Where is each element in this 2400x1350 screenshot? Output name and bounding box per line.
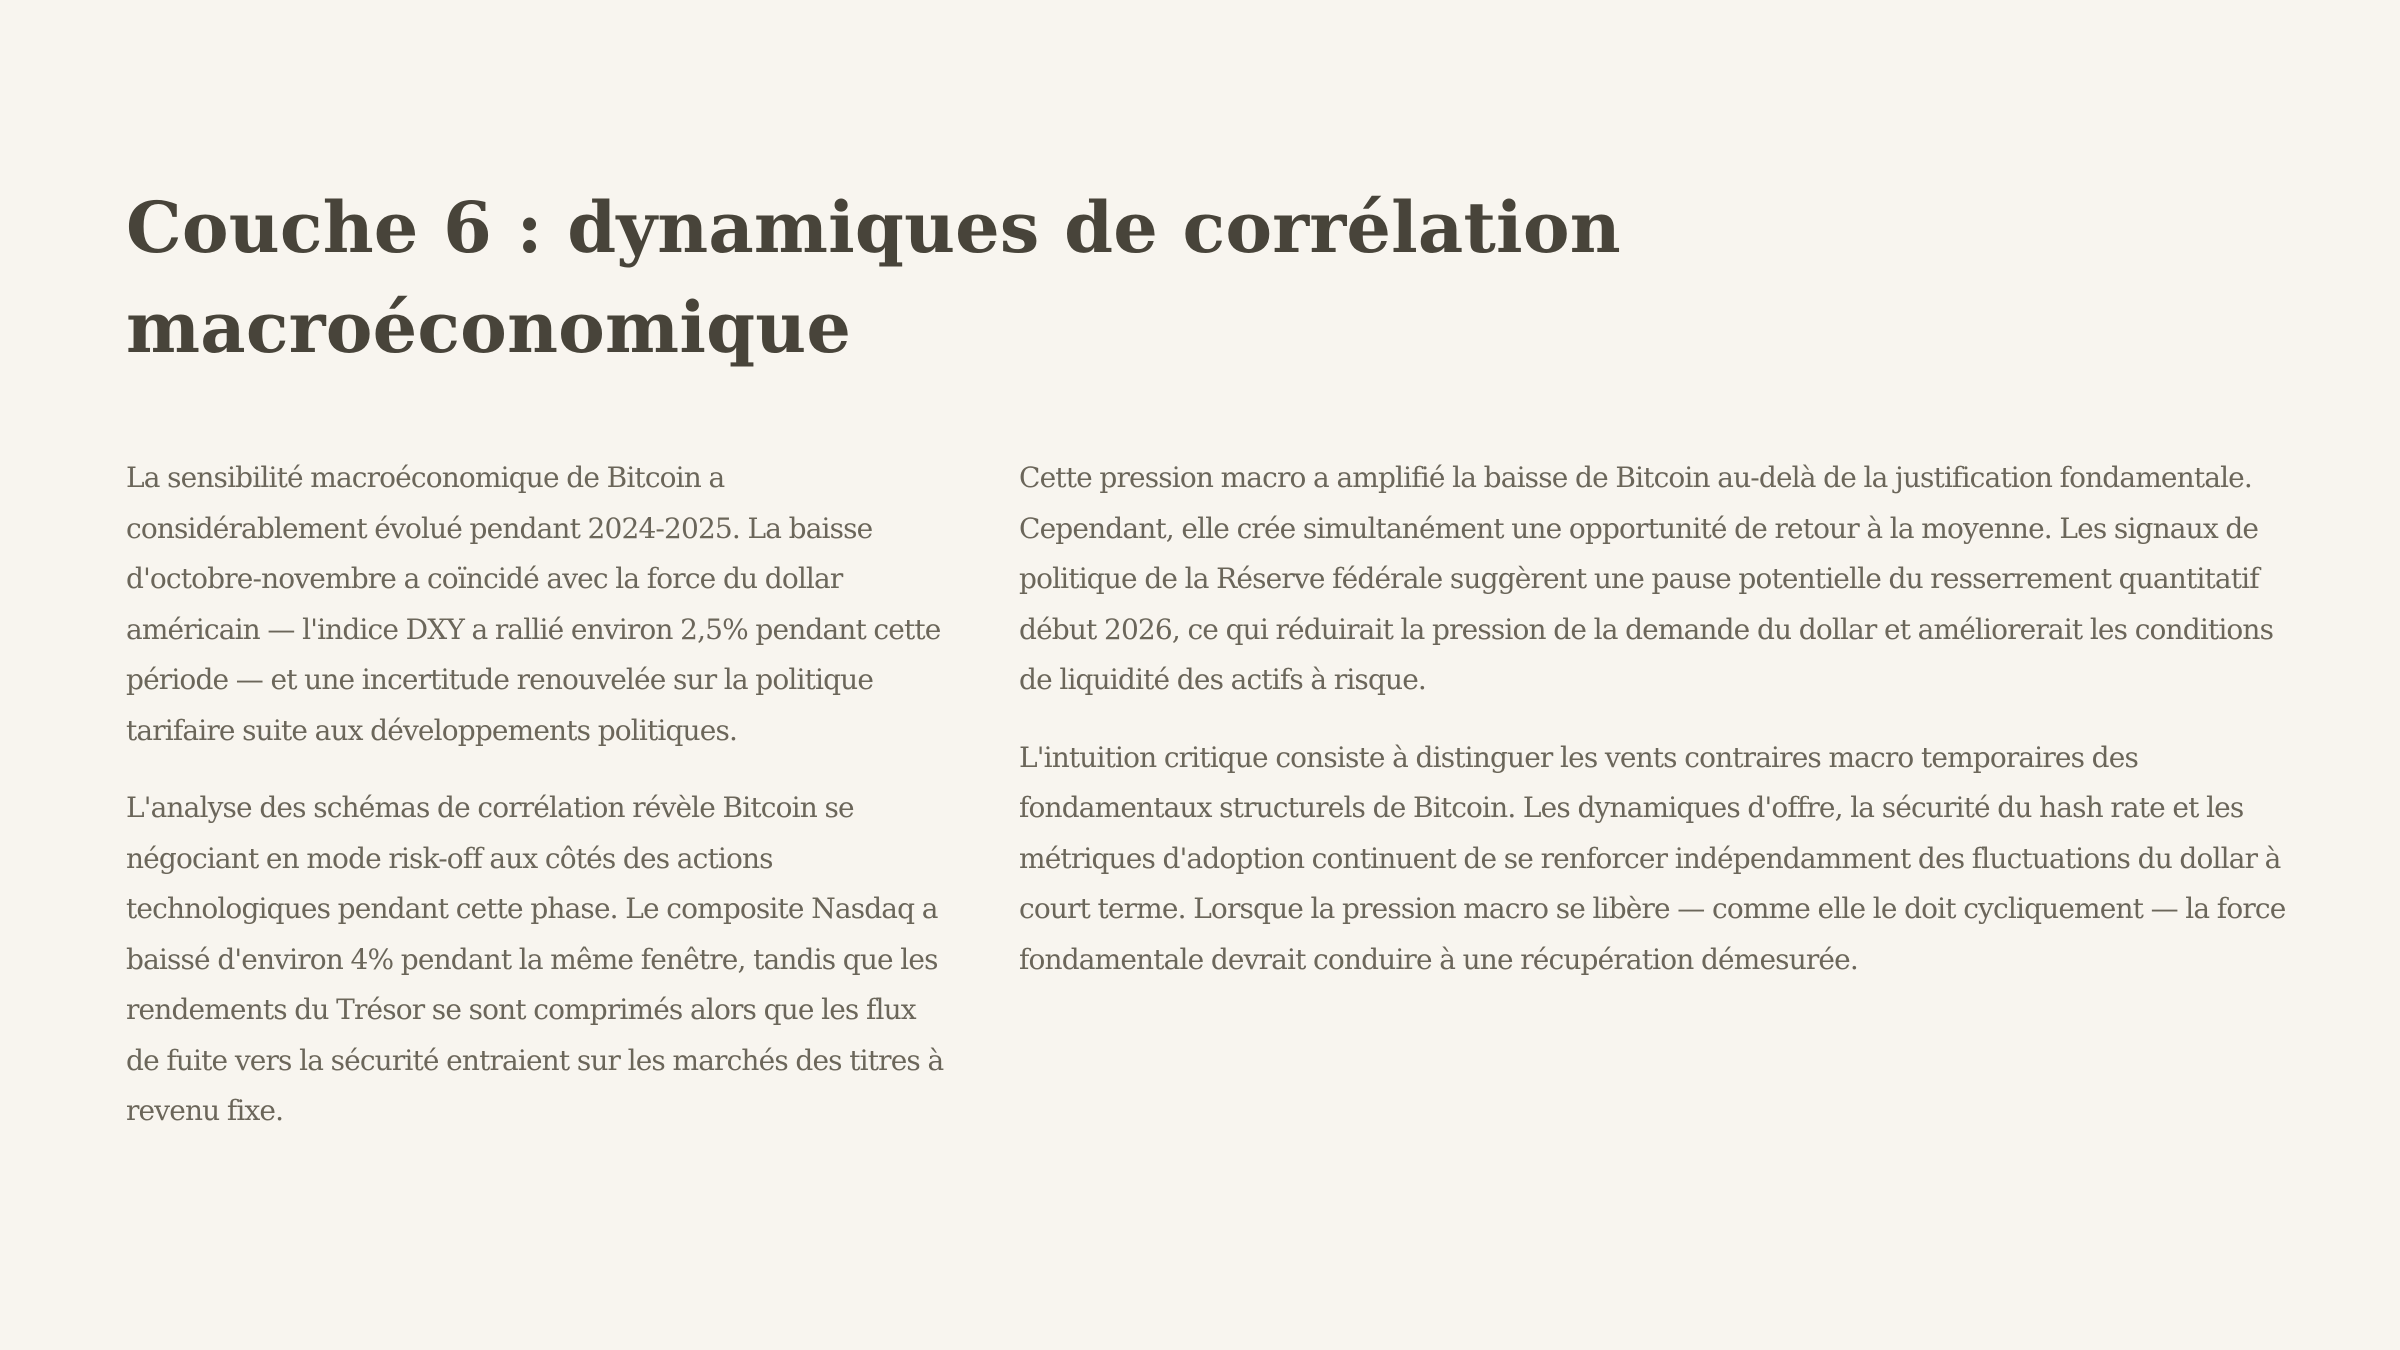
left-column xyxy=(126,453,946,1164)
paragraph: L'analyse des schémas de corrélation révèle Bitcoin se négociant en mode risk-off aux côtés des actions technologiques pendant cette phase. Le composite Nasdaq a baissé d'environ 4% pendant la même fenêtre, tandis que les rendements du Trésor se sont comprimés alors que les flux de fuite vers la sécurité entraient sur les marchés des titres à revenu fixe. xyxy=(126,791,944,1127)
content-columns xyxy=(126,453,2286,1164)
paragraph: Cette pression macro a amplifié la baisse de Bitcoin au-delà de la justification fondamentale. Cependant, elle crée simultanément une opportunité de retour à la moyenne. Les signaux de politique de la Réserve fédérale suggèrent une pause potentielle du resserrement quantitatif début 2026, ce qui réduirait la pression de la demande du dollar et améliorerait les conditions de liquidité des actifs à risque. xyxy=(1019,461,2274,696)
slide xyxy=(126,178,2286,1127)
paragraph: La sensibilité macroéconomique de Bitcoin a considérablement évolué pendant 2024-2025. La baisse d'octobre-novembre a coïncidé avec la force du dollar américain — l'indice DXY a rallié environ 2,5% pendant cette période — et une incertitude renouvelée sur la politique tarifaire suite aux développements politiques. xyxy=(126,461,941,747)
slide-title: Couche 6 : dynamiques de corrélation macroéconomique xyxy=(126,186,1621,369)
right-column xyxy=(1019,453,2289,1012)
paragraph: L'intuition critique consiste à distinguer les vents contraires macro temporaires des fondamentaux structurels de Bitcoin. Les dynamiques d'offre, la sécurité du hash rate et les métriques d'adoption continuent de se renforcer indépendamment des fluctuations du dollar à court terme. Lorsque la pression macro se libère — comme elle le doit cycliquement — la force fondamentale devrait conduire à une récupération démesurée. xyxy=(1019,740,2286,976)
